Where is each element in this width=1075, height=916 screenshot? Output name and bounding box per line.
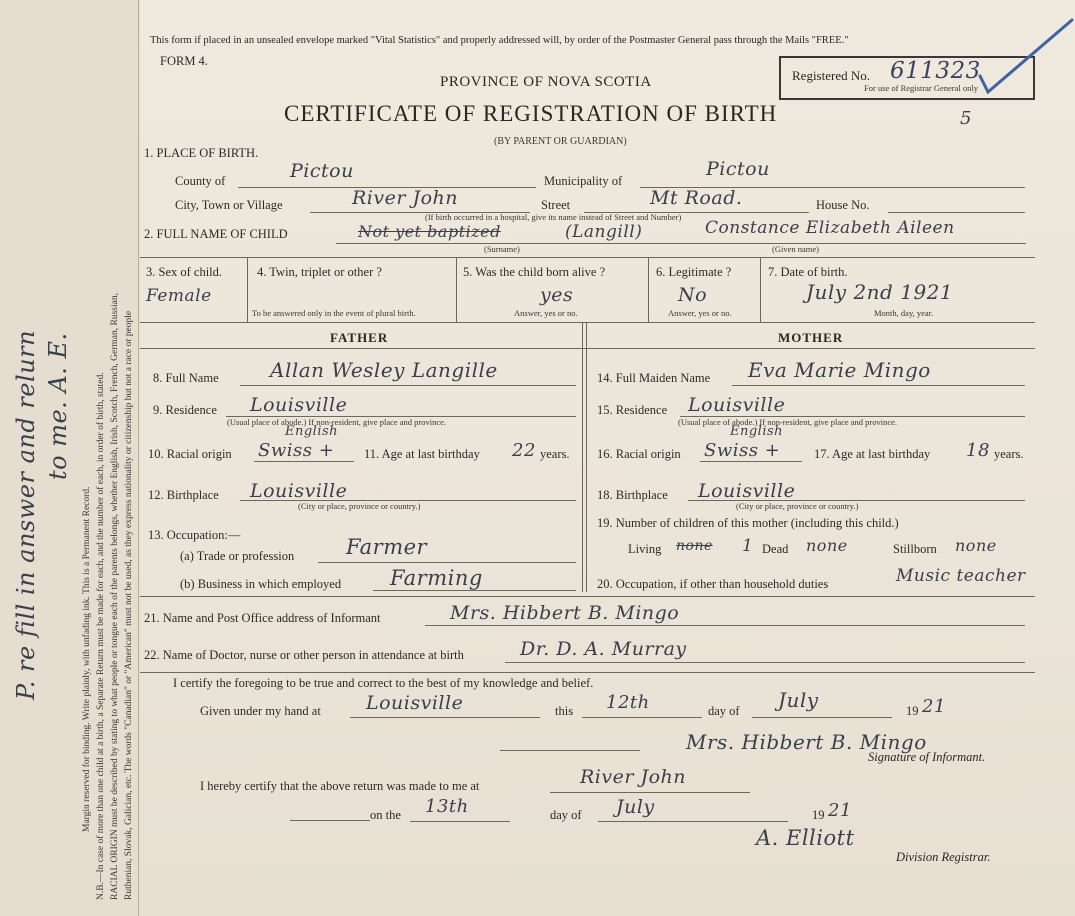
margin-handwritten-note: P. re fill in answer and relurn xyxy=(12,329,40,700)
county-label: County of xyxy=(175,174,226,188)
certify-statement: I certify the foregoing to be true and correct to the best of my knowledge and belief. xyxy=(173,676,594,690)
business-value: Farming xyxy=(390,566,483,590)
county-value: Pictou xyxy=(290,160,354,182)
trade-line xyxy=(318,562,576,563)
mother-name-value: Eva Marie Mingo xyxy=(748,358,931,382)
registered-number: 611323 xyxy=(890,58,981,84)
registrar-label: Division Registrar. xyxy=(896,850,991,864)
child-given-name: Constance Elizabeth Aileen xyxy=(705,218,955,238)
month-value: July xyxy=(778,688,819,712)
stillborn-value: none xyxy=(955,536,997,555)
father-birthplace-note: (City or place, province or country.) xyxy=(298,501,421,511)
father-years-label: years. xyxy=(540,447,570,461)
on-day-of-label: day of xyxy=(550,808,582,822)
father-name-value: Allan Wesley Langille xyxy=(270,358,498,382)
municipality-label: Municipality of xyxy=(544,174,623,188)
business-line xyxy=(373,590,576,591)
mother-name-label: 14. Full Maiden Name xyxy=(597,371,711,385)
sex-value: Female xyxy=(146,286,212,306)
dead-value: none xyxy=(806,536,848,555)
col-rule-4 xyxy=(760,257,761,322)
doctor-line xyxy=(505,662,1025,663)
on-month-line xyxy=(598,821,788,822)
mother-birthplace-note: (City or place, province or country.) xyxy=(736,501,859,511)
parents-divider-b xyxy=(586,322,587,592)
mother-residence-note: (Usual place of abode.) If non-resident, give place and province. xyxy=(678,417,898,427)
document-subtitle: (BY PARENT OR GUARDIAN) xyxy=(494,136,627,147)
mother-birthplace-label: 18. Birthplace xyxy=(597,488,668,502)
check-mark-icon xyxy=(976,14,1075,104)
mother-racial-top: English xyxy=(730,424,784,439)
father-racial-top: English xyxy=(285,424,339,439)
born-alive-value: yes xyxy=(540,284,574,306)
informant-signature: Mrs. Hibbert B. Mingo xyxy=(686,730,927,754)
city-value: River John xyxy=(352,187,459,209)
children-count-label: 19. Number of children of this mother (including this child.) xyxy=(597,516,899,530)
margin-instructions-3: RACIAL ORIGIN must be described by stating to what people or tongue each of the parents belongs, whether English, Irish, Scotch, French, German, Russian, xyxy=(110,293,120,900)
margin-instructions-4: Ruthenian, Slovak, Galician, etc. The words "Canadian" or "American" must not be used, as they express nationality or citizenship but not a race or people xyxy=(124,310,134,900)
house-no-label: House No. xyxy=(816,198,870,212)
place-of-birth-label: 1. PLACE OF BIRTH. xyxy=(144,146,259,160)
child-name-label: 2. FULL NAME OF CHILD xyxy=(144,227,288,241)
living-value: 1 xyxy=(742,536,754,556)
col-rule-1 xyxy=(247,257,248,322)
legitimate-label: 6. Legitimate ? xyxy=(656,265,732,279)
doctor-label: 22. Name of Doctor, nurse or other person in attendance at birth xyxy=(144,648,464,662)
business-label: (b) Business in which employed xyxy=(180,577,342,591)
living-label: Living xyxy=(628,542,662,556)
corner-mark: 5 xyxy=(960,108,972,129)
mother-age-label: 17. Age at last birthday xyxy=(814,447,931,461)
mother-birthplace-value: Louisville xyxy=(698,480,796,502)
given-name-caption: (Given name) xyxy=(772,244,819,254)
on-year-prefix: 19 xyxy=(812,808,825,822)
day-of-label: day of xyxy=(708,704,740,718)
year-prefix: 19 xyxy=(906,704,919,718)
registrar-note: For use of Registrar General only xyxy=(864,83,979,93)
margin-instructions-2: N.B.—In case of more than one child at a birth, a Separate Return must be made for each, and the number of each, in order of birth, stated. xyxy=(96,372,106,900)
informant-value: Mrs. Hibbert B. Mingo xyxy=(450,602,680,624)
father-name-label: 8. Full Name xyxy=(153,371,219,385)
province-heading: PROVINCE OF NOVA SCOTIA xyxy=(440,74,652,90)
return-place-value: River John xyxy=(580,766,687,788)
father-racial-line xyxy=(254,461,354,462)
parents-divider-a xyxy=(582,322,583,592)
mother-racial-value: Swiss + xyxy=(704,440,781,461)
on-the-leader xyxy=(290,820,370,821)
hospital-note: (If birth occurred in a hospital, give its name instead of Street and Number) xyxy=(425,212,682,222)
registrar-signature: A. Elliott xyxy=(756,826,855,850)
return-label: I hereby certify that the above return was made to me at xyxy=(200,779,480,793)
on-year-value: 21 xyxy=(828,800,852,821)
margin-rule xyxy=(138,0,139,916)
mother-racial-label: 16. Racial origin xyxy=(597,447,681,461)
col-rule-2 xyxy=(456,257,457,322)
this-label: this xyxy=(555,704,574,718)
father-racial-value: Swiss + xyxy=(258,440,335,461)
legitimate-note: Answer, yes or no. xyxy=(668,308,732,318)
born-alive-note: Answer, yes or no. xyxy=(514,308,578,318)
father-heading: FATHER xyxy=(330,330,389,345)
street-label: Street xyxy=(541,198,571,212)
mother-residence-label: 15. Residence xyxy=(597,403,668,417)
surname-caption: (Surname) xyxy=(484,244,520,254)
house-line xyxy=(888,212,1025,213)
dob-note: Month, day, year. xyxy=(874,308,934,318)
year-value: 21 xyxy=(922,696,946,717)
twin-note: To be answered only in the event of plural birth. xyxy=(252,308,416,318)
child-surname: (Langill) xyxy=(565,222,643,242)
mother-name-line xyxy=(732,385,1025,386)
father-birthplace-value: Louisville xyxy=(250,480,348,502)
mother-age-value: 18 xyxy=(966,440,990,461)
mother-occupation-value: Music teacher xyxy=(896,566,1026,586)
col-rule-3 xyxy=(648,257,649,322)
given-place-value: Louisville xyxy=(366,692,464,714)
trade-value: Farmer xyxy=(346,535,428,559)
dob-label: 7. Date of birth. xyxy=(768,265,848,279)
father-residence-value: Louisville xyxy=(250,394,348,416)
row-rule-bottom xyxy=(140,322,1035,323)
father-racial-label: 10. Racial origin xyxy=(148,447,232,461)
registered-label: Registered No. xyxy=(792,68,870,83)
parents-rule xyxy=(140,348,1035,349)
on-day-value: 13th xyxy=(425,796,469,817)
cert-rule xyxy=(140,672,1035,673)
day-value: 12th xyxy=(606,692,650,713)
on-month-value: July xyxy=(616,796,655,818)
mother-years-label: years. xyxy=(994,447,1024,461)
on-the-label: on the xyxy=(370,808,401,822)
parents-bottom-rule xyxy=(140,596,1035,597)
child-name-crossed: Not yet baptized xyxy=(358,222,501,241)
father-name-line xyxy=(240,385,576,386)
margin-handwritten-note-2: to me. A. E. xyxy=(44,332,72,480)
informant-label: 21. Name and Post Office address of Informant xyxy=(144,611,381,625)
month-line xyxy=(752,717,892,718)
dob-value: July 2nd 1921 xyxy=(806,280,954,304)
row-rule-top xyxy=(140,257,1035,258)
city-label: City, Town or Village xyxy=(175,198,283,212)
father-birthplace-label: 12. Birthplace xyxy=(148,488,219,502)
legitimate-value: No xyxy=(678,284,708,306)
doctor-value: Dr. D. A. Murray xyxy=(520,638,687,660)
mother-racial-line xyxy=(700,461,802,462)
return-place-line xyxy=(550,792,750,793)
born-alive-label: 5. Was the child born alive ? xyxy=(463,265,606,279)
day-line xyxy=(582,717,702,718)
municipality-value: Pictou xyxy=(706,158,770,180)
informant-signature-label: Signature of Informant. xyxy=(868,750,986,764)
father-residence-note: (Usual place of abode.) If non-resident, give place and province. xyxy=(227,417,447,427)
given-place-line xyxy=(350,717,540,718)
trade-label: (a) Trade or profession xyxy=(180,549,295,563)
father-residence-label: 9. Residence xyxy=(153,403,217,417)
form-number: FORM 4. xyxy=(160,54,208,68)
street-value: Mt Road. xyxy=(650,187,743,209)
mother-residence-value: Louisville xyxy=(688,394,786,416)
on-day-line xyxy=(410,821,510,822)
child-name-line xyxy=(336,243,1026,244)
father-age-value: 22 xyxy=(512,440,536,461)
mail-notice: This form if placed in an unsealed envelope marked "Vital Statistics" and properly addressed will, by order of the Postmaster General pass through the Mails "FREE." xyxy=(150,35,849,46)
mother-occupation-label: 20. Occupation, if other than household duties xyxy=(597,577,829,591)
informant-line xyxy=(425,625,1025,626)
living-crossed: none xyxy=(676,538,713,554)
mother-heading: MOTHER xyxy=(778,330,844,345)
stillborn-label: Stillborn xyxy=(893,542,937,556)
father-age-label: 11. Age at last birthday xyxy=(364,447,480,461)
given-under-label: Given under my hand at xyxy=(200,704,321,718)
dead-label: Dead xyxy=(762,542,789,556)
occupation-label: 13. Occupation:— xyxy=(148,528,241,542)
document-title: CERTIFICATE OF REGISTRATION OF BIRTH xyxy=(284,101,778,126)
sex-label: 3. Sex of child. xyxy=(146,265,223,279)
margin-instructions-1: Margin reserved for binding. Write plainly, with unfading ink. This is a Permanent Record. xyxy=(82,486,92,832)
sig-divider xyxy=(500,750,640,751)
twin-label: 4. Twin, triplet or other ? xyxy=(257,265,382,279)
